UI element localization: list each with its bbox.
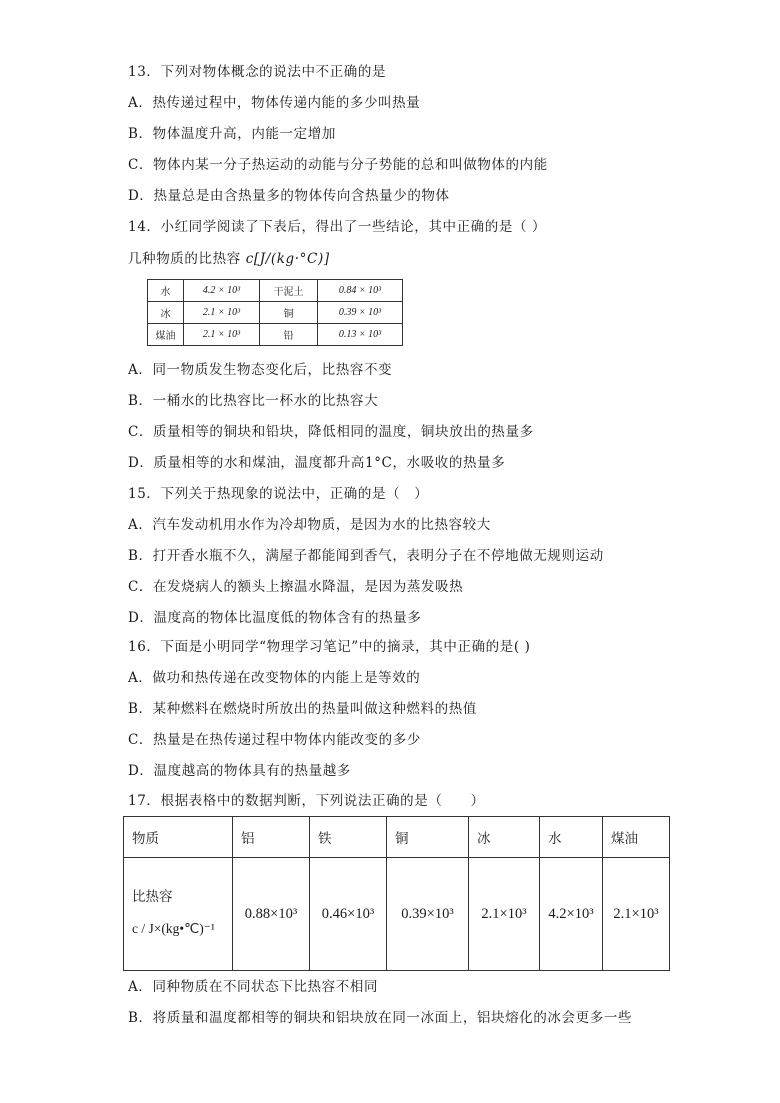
table-row — [148, 280, 403, 302]
question-13-option-d: D．热量总是由含热量多的物体传向含热量少的物体 — [128, 188, 450, 204]
question-14-option-a: A．同一物质发生物态变化后，比热容不变 — [128, 362, 393, 378]
table-header-cell: 物质 — [124, 817, 233, 858]
question-15-option-c: C．在发烧病人的额头上擦温水降温，是因为蒸发吸热 — [128, 579, 464, 595]
question-15-option-d: D．温度高的物体比温度低的物体含有的热量多 — [128, 610, 422, 626]
question-13-option-c: C．物体内某一分子热运动的动能与分子势能的总和叫做物体的内能 — [128, 157, 548, 173]
question-16-option-d: D．温度越高的物体具有的热量越多 — [128, 763, 351, 779]
caption-unit: c[J/(kg·°C)] — [245, 251, 330, 267]
table-cell: 0.46×10³ — [310, 858, 387, 971]
question-17-stem: 17．根据表格中的数据判断，下列说法正确的是（ ） — [128, 793, 485, 809]
question-16-option-a: A．做功和热传递在改变物体的内能上是等效的 — [128, 670, 421, 686]
table-header-cell: 铁 — [310, 817, 387, 858]
question-17-option-b: B．将质量和温度都相等的铜块和铝块放在同一冰面上，铝块熔化的冰会更多一些 — [128, 1010, 633, 1026]
question-14-option-b: B．一桶水的比热容比一杯水的比热容大 — [128, 393, 379, 409]
table-header-cell: 冰 — [469, 817, 540, 858]
table-header-cell: 铝 — [233, 817, 310, 858]
table-cell: 2.1×10³ — [603, 858, 670, 971]
table-cell: 2.1×10³ — [469, 858, 540, 971]
row-unit: c / J×(kg•℃)⁻¹ — [132, 921, 215, 936]
question-14-stem: 14．小红同学阅读了下表后，得出了一些结论，其中正确的是（ ） — [128, 219, 547, 235]
question-13-option-a: A．热传递过程中，物体传递内能的多少叫热量 — [128, 95, 421, 111]
table-header-cell: 铜 — [387, 817, 469, 858]
table-cell: 干泥土 — [260, 280, 318, 302]
table-cell: 铅 — [260, 324, 318, 346]
table-cell: 铜 — [260, 302, 318, 324]
question-16-option-c: C．热量是在热传递过程中物体内能改变的多少 — [128, 732, 421, 748]
table-cell: 4.2 × 10³ — [184, 280, 260, 302]
row-label: 比热容 — [132, 889, 173, 905]
table-header-cell: 水 — [540, 817, 603, 858]
table-cell: 2.1 × 10³ — [184, 302, 260, 324]
table-cell: 煤油 — [148, 324, 184, 346]
table-cell: 0.39 × 10³ — [318, 302, 403, 324]
table-header-row — [124, 817, 670, 858]
question-14-option-d: D．质量相等的水和煤油，温度都升高1°C，水吸收的热量多 — [128, 455, 506, 471]
table-header-cell: 煤油 — [603, 817, 670, 858]
specific-heat-table-small — [147, 279, 403, 346]
question-14-option-c: C．质量相等的铜块和铅块，降低相同的温度，铜块放出的热量多 — [128, 424, 534, 440]
table-cell: 2.1 × 10³ — [184, 324, 260, 346]
table-cell: 4.2×10³ — [540, 858, 603, 971]
table-cell: 冰 — [148, 302, 184, 324]
table-cell: 水 — [148, 280, 184, 302]
table-row — [124, 858, 670, 971]
question-15-option-b: B．打开香水瓶不久，满屋子都能闻到香气，表明分子在不停地做无规则运动 — [128, 548, 604, 564]
table-cell: 0.13 × 10³ — [318, 324, 403, 346]
row-label-cell — [124, 858, 233, 971]
caption-text: 几种物质的比热容 — [128, 251, 241, 267]
question-16-option-b: B．某种燃料在燃烧时所放出的热量叫做这种燃料的热值 — [128, 701, 477, 717]
question-14-table-caption — [128, 250, 330, 268]
table-row — [148, 302, 403, 324]
table-cell: 0.39×10³ — [387, 858, 469, 971]
table-row — [148, 324, 403, 346]
table-cell: 0.88×10³ — [233, 858, 310, 971]
question-13-option-b: B．物体温度升高，内能一定增加 — [128, 126, 336, 142]
question-17-option-a: A．同种物质在不同状态下比热容不相同 — [128, 979, 379, 995]
question-15-option-a: A．汽车发动机用水作为冷却物质，是因为水的比热容较大 — [128, 517, 491, 533]
question-16-stem: 16．下面是小明同学“物理学习笔记”中的摘录，其中正确的是( ) — [128, 639, 531, 655]
table-cell: 0.84 × 10³ — [318, 280, 403, 302]
specific-heat-table-large — [123, 816, 670, 971]
question-13-stem: 13．下列对物体概念的说法中不正确的是 — [128, 64, 387, 80]
question-15-stem: 15．下列关于热现象的说法中，正确的是（ ） — [128, 486, 429, 502]
